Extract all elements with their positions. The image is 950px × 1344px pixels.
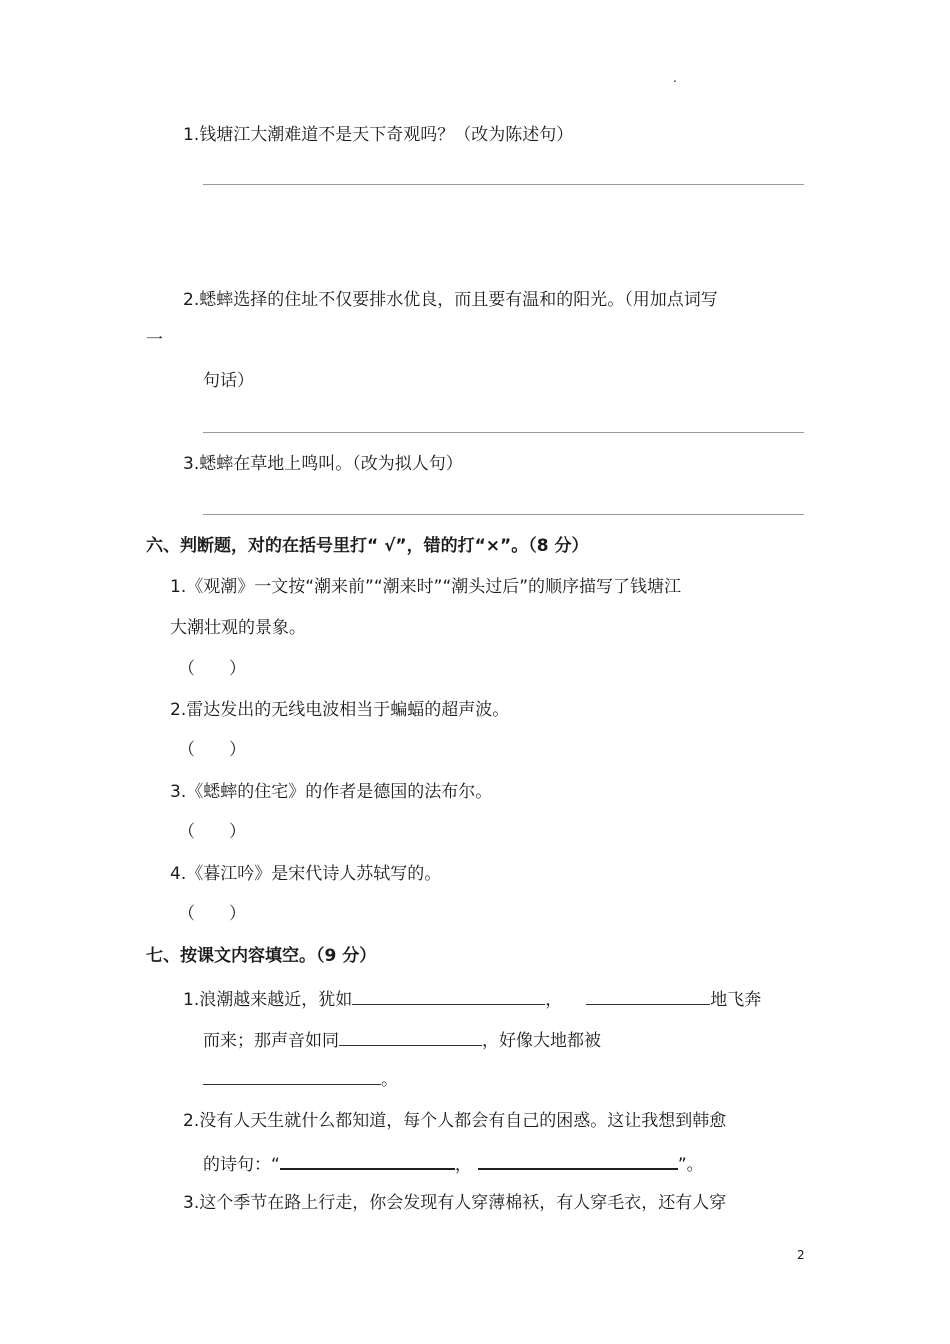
- question-7-1-text-c: 地飞奔: [710, 990, 762, 1010]
- question-5-1: 1.钱塘江大潮难道不是天下奇观吗？（改为陈述句）: [183, 125, 574, 145]
- fill-blank-7-1-c[interactable]: [339, 1031, 482, 1046]
- question-6-3: 3.《蟋蟀的住宅》的作者是德国的法布尔。: [170, 782, 493, 802]
- question-5-2-wrap: 一: [146, 330, 163, 350]
- question-6-1: 1.《观潮》一文按“潮来前”“潮来时”“潮头过后”的顺序描写了钱塘江: [170, 577, 682, 597]
- question-7-2: 2.没有人天生就什么都知道，每个人都会有自己的困惑。这让我想到韩愈: [183, 1111, 727, 1131]
- header-mark: .: [673, 71, 677, 85]
- answer-line-5-2: [203, 432, 804, 433]
- question-7-1-line3: [203, 1070, 398, 1089]
- question-6-1-continued: 大潮壮观的景象。: [170, 618, 306, 638]
- question-7-1: [183, 990, 761, 1009]
- section-6-title: 六、判断题，对的在括号里打“ √”，错的打“×”。（8 分）: [146, 536, 589, 556]
- question-5-2-continued: 句话）: [203, 371, 254, 391]
- answer-paren-6-3[interactable]: （ ）: [178, 822, 246, 842]
- question-6-4: 4.《暮江吟》是宋代诗人苏轼写的。: [170, 864, 442, 884]
- question-7-1-text-d: 而来；那声音如同: [203, 1031, 339, 1051]
- question-6-2: 2.雷达发出的无线电波相当于蝙蝠的超声波。: [170, 700, 510, 720]
- page-number: 2: [797, 1248, 805, 1262]
- fill-blank-7-1-d[interactable]: [203, 1070, 381, 1085]
- question-7-1-text-a: 1.浪潮越来越近，犹如: [183, 990, 353, 1010]
- fill-blank-7-2-a[interactable]: [280, 1154, 455, 1170]
- question-5-2: 2.蟋蟀选择的住址不仅要排水优良，而且要有温和的阳光。（用加点词写: [183, 290, 718, 310]
- fill-blank-7-1-a[interactable]: [352, 990, 545, 1005]
- question-7-2-line2: [203, 1154, 704, 1174]
- answer-line-5-3: [203, 514, 804, 515]
- answer-line-5-1: [203, 184, 804, 185]
- question-7-1-text-e: ，好像大地都被: [482, 1031, 601, 1051]
- answer-paren-6-1[interactable]: （ ）: [178, 659, 246, 679]
- question-7-2-text-a: 的诗句：“: [203, 1155, 280, 1175]
- question-7-1-text-f: 。: [381, 1070, 398, 1090]
- question-7-2-text-b: ，: [454, 1155, 472, 1175]
- question-7-2-text-c: ”。: [677, 1155, 704, 1175]
- answer-paren-6-2[interactable]: （ ）: [178, 740, 246, 760]
- fill-blank-7-1-b[interactable]: [586, 990, 710, 1005]
- fill-blank-7-2-b[interactable]: [478, 1154, 678, 1170]
- question-5-3: 3.蟋蟀在草地上鸣叫。（改为拟人句）: [183, 454, 463, 474]
- section-7-title: 七、按课文内容填空。（9 分）: [146, 946, 377, 966]
- question-7-1-text-b: ，: [545, 990, 563, 1010]
- question-7-1-line2: [203, 1031, 601, 1050]
- answer-paren-6-4[interactable]: （ ）: [178, 904, 246, 924]
- question-7-3: 3.这个季节在路上行走，你会发现有人穿薄棉袄，有人穿毛衣，还有人穿: [183, 1193, 727, 1213]
